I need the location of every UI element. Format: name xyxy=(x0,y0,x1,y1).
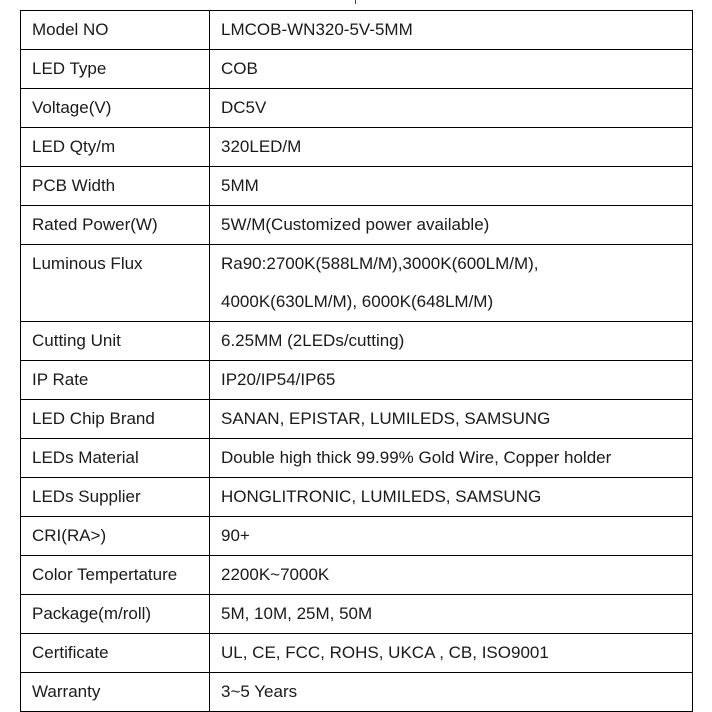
row-label: Voltage(V) xyxy=(21,89,210,128)
row-label: Model NO xyxy=(21,11,210,50)
table-row xyxy=(21,478,693,517)
table-row xyxy=(21,400,693,439)
row-label: PCB Width xyxy=(21,167,210,206)
row-label: Cutting Unit xyxy=(21,322,210,361)
row-value: 5W/M(Customized power available) xyxy=(210,206,693,245)
row-value: HONGLITRONIC, LUMILEDS, SAMSUNG xyxy=(210,478,693,517)
row-label: LED Chip Brand xyxy=(21,400,210,439)
table-row xyxy=(21,595,693,634)
row-value: 5MM xyxy=(210,167,693,206)
row-label: IP Rate xyxy=(21,361,210,400)
table-row xyxy=(21,167,693,206)
row-value: 320LED/M xyxy=(210,128,693,167)
row-value: UL, CE, FCC, ROHS, UKCA , CB, ISO9001 xyxy=(210,634,693,673)
table-row xyxy=(21,439,693,478)
row-label: Package(m/roll) xyxy=(21,595,210,634)
table-row xyxy=(21,517,693,556)
top-edge-mark xyxy=(355,0,356,4)
row-value: IP20/IP54/IP65 xyxy=(210,361,693,400)
row-value-line: 4000K(630LM/M), 6000K(648LM/M) xyxy=(221,292,494,311)
table-row xyxy=(21,50,693,89)
row-value: 5M, 10M, 25M, 50M xyxy=(210,595,693,634)
row-label: CRI(RA>) xyxy=(21,517,210,556)
table-row xyxy=(21,556,693,595)
row-value-line: Ra90:2700K(588LM/M),3000K(600LM/M), xyxy=(221,254,539,273)
table-row xyxy=(21,245,693,322)
row-value: COB xyxy=(210,50,693,89)
table-row xyxy=(21,128,693,167)
row-value: DC5V xyxy=(210,89,693,128)
row-value: LMCOB-WN320-5V-5MM xyxy=(210,11,693,50)
row-value: 2200K~7000K xyxy=(210,556,693,595)
table-row xyxy=(21,361,693,400)
row-label: Certificate xyxy=(21,634,210,673)
row-label: LEDs Material xyxy=(21,439,210,478)
row-label: LED Qty/m xyxy=(21,128,210,167)
row-label: Rated Power(W) xyxy=(21,206,210,245)
table-row xyxy=(21,673,693,712)
row-label: Luminous Flux xyxy=(21,245,210,322)
row-value: 3~5 Years xyxy=(210,673,693,712)
table-row xyxy=(21,634,693,673)
row-label: Color Tempertature xyxy=(21,556,210,595)
table-row xyxy=(21,11,693,50)
table-row xyxy=(21,89,693,128)
row-value: SANAN, EPISTAR, LUMILEDS, SAMSUNG xyxy=(210,400,693,439)
row-value: Double high thick 99.99% Gold Wire, Copper holder xyxy=(210,439,693,478)
row-label: Warranty xyxy=(21,673,210,712)
row-value: 6.25MM (2LEDs/cutting) xyxy=(210,322,693,361)
table-row xyxy=(21,206,693,245)
row-value xyxy=(210,245,693,322)
row-label: LEDs Supplier xyxy=(21,478,210,517)
row-value: 90+ xyxy=(210,517,693,556)
table-row xyxy=(21,322,693,361)
row-label: LED Type xyxy=(21,50,210,89)
spec-table xyxy=(20,10,693,712)
